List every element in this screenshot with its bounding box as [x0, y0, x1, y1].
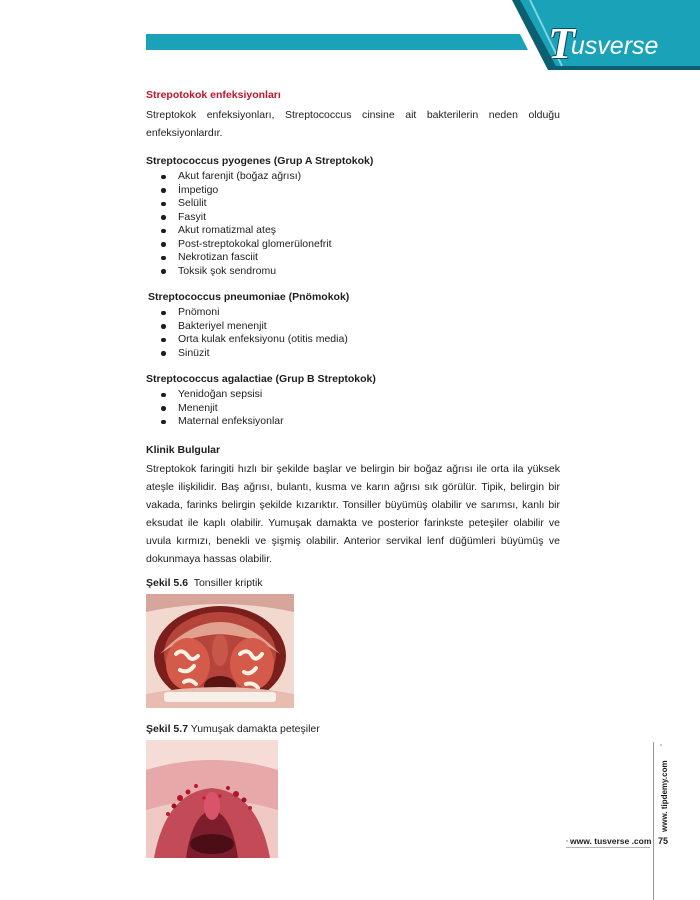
- group-list-pneumoniae: [146, 306, 560, 360]
- list-item: Toksik şok sendromu: [146, 265, 560, 279]
- group-heading-pneumoniae: Streptococcus pneumoniae (Pnömokok): [148, 291, 350, 303]
- brand-logo-text: usverse: [570, 32, 659, 60]
- figure-label: Şekil 5.6: [146, 576, 189, 589]
- side-website-link[interactable]: www. tipdemy.com: [660, 760, 669, 832]
- page-number: 75: [658, 836, 669, 846]
- figure-caption-2: [146, 722, 560, 736]
- figure-caption-1: [146, 576, 560, 590]
- figure-label: Şekil 5.7: [146, 722, 189, 735]
- brand-logo-initial: T: [548, 19, 575, 68]
- list-item: Akut romatizmal ateş: [146, 224, 560, 238]
- list-item: Yenidoğan sepsisi: [146, 388, 560, 402]
- brand-logo: [548, 19, 659, 68]
- group-heading-agalactiae: Streptococcus agalactiae (Grup B Streptokok): [146, 373, 376, 385]
- list-item: Orta kulak enfeksiyonu (otitis media): [146, 333, 560, 347]
- list-item: Sinüzit: [146, 347, 560, 361]
- margin-tick: [660, 744, 662, 746]
- group-heading-pyogenes: Streptococcus pyogenes (Grup A Streptokok): [146, 155, 374, 167]
- palate-petechiae-photo: [146, 740, 278, 858]
- list-item: Pnömoni: [146, 306, 560, 320]
- list-item: Selülit: [146, 197, 560, 211]
- footer-rule: [566, 847, 650, 848]
- margin-tick: [566, 840, 568, 842]
- figure-caption-text: Yumuşak damakta peteşiler: [190, 722, 320, 735]
- list-item: İmpetigo: [146, 184, 560, 198]
- list-item: Bakteriyel menenjit: [146, 320, 560, 334]
- list-item: Post-streptokokal glomerülonefrit: [146, 238, 560, 252]
- list-item: Fasyit: [146, 211, 560, 225]
- footer-website-link[interactable]: www. tusverse .com: [570, 836, 652, 846]
- group-list-agalactiae: [146, 388, 560, 429]
- intro-paragraph: Streptokok enfeksiyonları, Streptococcus cinsine ait bakterilerin neden olduğu enfeksiyonlardır.: [146, 109, 560, 139]
- clinical-heading: Klinik Bulgular: [146, 443, 221, 456]
- margin-rule-vertical: [653, 742, 654, 900]
- page-content: [146, 89, 560, 858]
- group-list-pyogenes: [146, 170, 560, 278]
- tonsil-crypts-photo: [146, 594, 294, 708]
- list-item: Menenjit: [146, 402, 560, 416]
- figure-caption-text: Tonsiller kriptik: [193, 576, 263, 589]
- header-stripe: [146, 34, 528, 50]
- list-item: Nekrotizan fasciit: [146, 251, 560, 265]
- list-item: Maternal enfeksiyonlar: [146, 415, 560, 429]
- clinical-paragraph: Streptokok faringiti hızlı bir şekilde başlar ve belirgin bir boğaz ağrısı ile orta ila yüksek ateşle ilişkilidir. Baş ağrısı, bulantı, kusma ve karın ağrısı sık görülür. Tipik, belirgin bir vakada, farinks belirgin şekilde kızarıktır. Tonsiller büyümüş olabilir ve sarımsı, kanlı bir eksudat ile kaplı olabilir. Yumuşak damakta ve posterior farinkste peteşiler olabilir ve uvula kırmızı, benekli ve şişmiş olabilir. Anterior servikal lenf düğümleri büyümüş ve dokunmaya hassas olabilir.: [146, 462, 560, 565]
- list-item: Akut farenjit (boğaz ağrısı): [146, 170, 560, 184]
- section-title: Strepotokok enfeksiyonları: [146, 89, 281, 101]
